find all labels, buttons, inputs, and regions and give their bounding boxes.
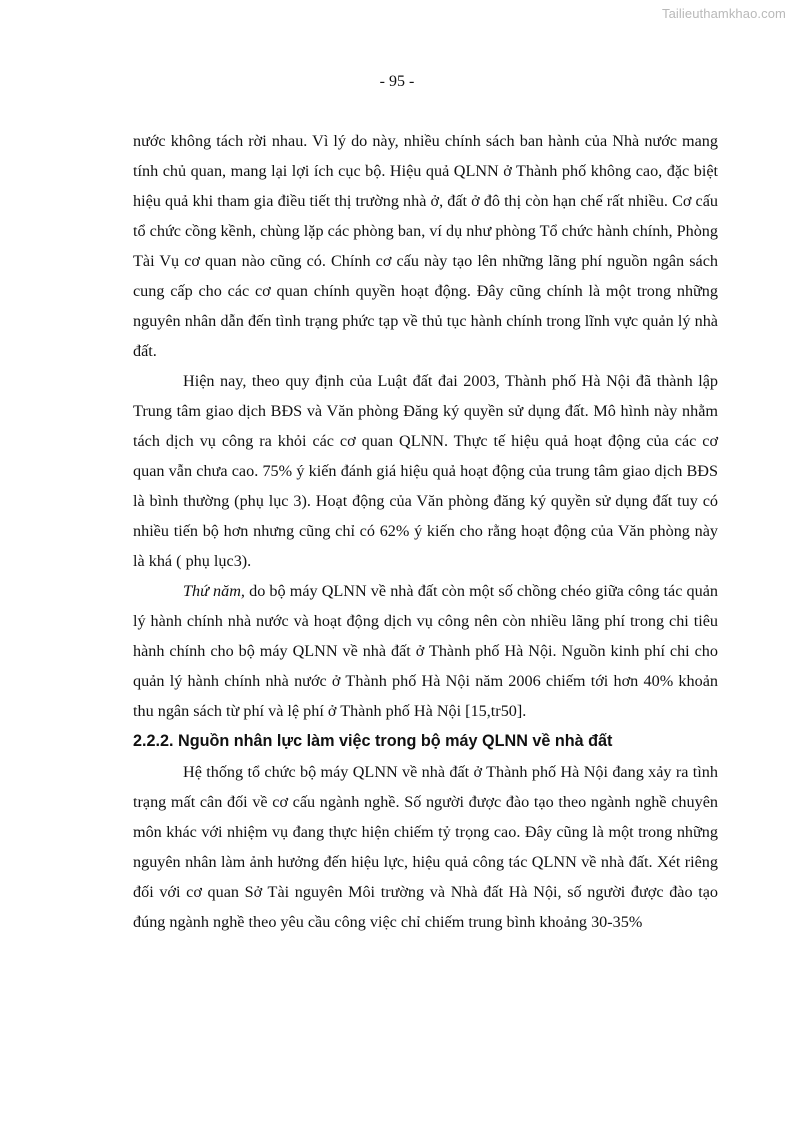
section-heading: 2.2.2. Nguồn nhân lực làm việc trong bộ máy QLNN về nhà đất xyxy=(133,732,613,750)
paragraph-4: Hệ thống tổ chức bộ máy QLNN về nhà đất ở Thành phố Hà Nội đang xảy ra tình trạng mất cân đối về cơ cấu ngành nghề. Số người được đào tạo theo ngành nghề chuyên môn khác với nhiệm vụ đang thực hiện chiếm tỷ trọng cao. Đây cũng là một trong những nguyên nhân làm ảnh hưởng đến hiệu lực, hiệu quả công tác QLNN về nhà đất. Xét riêng đối với cơ quan Sở Tài nguyên Môi trường và Nhà đất Hà Nội, số người được đào tạo đúng ngành nghề theo yêu cầu công việc chỉ chiếm trung bình khoảng 30-35% xyxy=(133,763,718,931)
watermark: Tailieuthamkhao.com xyxy=(661,6,786,21)
paragraph-3-text: do bộ máy QLNN về nhà đất còn một số chồng chéo giữa công tác quản lý hành chính nhà nước và hoạt động dịch vụ công nên còn nhiều lãng phí trong chi tiêu hành chính cho bộ máy QLNN về nhà đất ở Thành phố Hà Nội. Nguồn kinh phí chi cho quản lý hành chính nhà nước ở Thành phố Hà Nội năm 2006 chiếm tới hơn 40% khoản thu ngân sách từ phí và lệ phí ở Thành phố Hà Nội [15,tr50]. xyxy=(133,582,718,720)
page-number: - 95 - xyxy=(379,73,415,90)
paragraph-3 xyxy=(133,576,718,726)
document-body xyxy=(133,126,718,937)
paragraph-1: nước không tách rời nhau. Vì lý do này, nhiều chính sách ban hành của Nhà nước mang tính chủ quan, mang lại lợi ích cục bộ. Hiệu quả QLNN ở Thành phố không cao, đặc biệt hiệu quả khi tham gia điều tiết thị trường nhà ở, đất ở đô thị còn hạn chế rất nhiều. Cơ cấu tổ chức cồng kềnh, chùng lặp các phòng ban, ví dụ như phòng Tổ chức hành chính, Phòng Tài Vụ cơ quan nào cũng có. Chính cơ cấu này tạo lên những lãng phí nguồn ngân sách cung cấp cho các cơ quan chính quyền hoạt động. Đây cũng chính là một trong những nguyên nhân dẫn đến tình trạng phức tạp về thủ tục hành chính trong lĩnh vực quản lý nhà đất. xyxy=(133,132,718,360)
paragraph-3-lead: Thứ năm, xyxy=(183,582,245,600)
paragraph-2: Hiện nay, theo quy định của Luật đất đai 2003, Thành phố Hà Nội đã thành lập Trung tâm giao dịch BĐS và Văn phòng Đăng ký quyền sử dụng đất. Mô hình này nhằm tách dịch vụ công ra khỏi các cơ quan QLNN. Thực tế hiệu quả hoạt động của các cơ quan vẫn chưa cao. 75% ý kiến đánh giá hiệu quả hoạt động của trung tâm giao dịch BĐS là bình thường (phụ lục 3). Hoạt động của Văn phòng đăng ký quyền sử dụng đất tuy có nhiều tiến bộ hơn nhưng cũng chỉ có 62% ý kiến cho rằng hoạt động của Văn phòng này là khá ( phụ lục3). xyxy=(133,372,718,570)
